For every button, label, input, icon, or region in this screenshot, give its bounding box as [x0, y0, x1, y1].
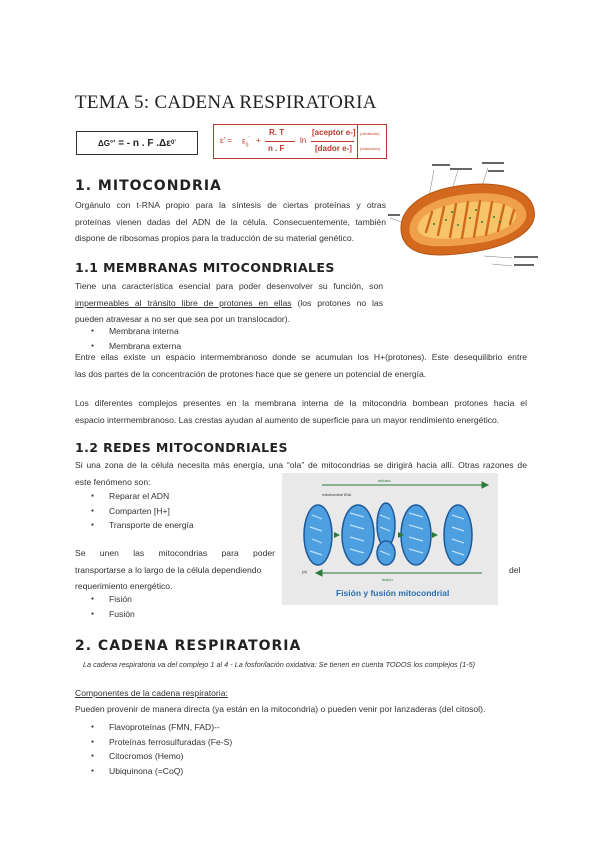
para-2-line-1: Entre ellas existe un espacio intermembranoso donde se acumulan los H+(protones). Este desequilibrio entre [75, 352, 527, 362]
nernst-acceptor: [aceptor e-] [312, 128, 356, 137]
list-item: ● Transporte de energía [75, 518, 194, 533]
gibbs-rhs: = - n . F .Δε [118, 137, 171, 149]
section-1-body [75, 197, 386, 247]
list-item: ● Comparten [H+] [75, 504, 194, 519]
para-3-line-1: Los diferentes complejos presentes en la membrana interna de la mitocondria bombean protones hacia el [75, 398, 527, 408]
nernst-eps0: $\varepsilon_0^’$ [242, 136, 250, 149]
section-1-line-2: proteínas vienen dadas del ADN de la célula. Consecuentemente, también [75, 216, 386, 227]
list-item: ● Ubiquinona (=CoQ) [75, 764, 232, 779]
mtdna-label: mitochondrial DNA [322, 493, 352, 497]
list-item: ● Proteínas ferrosulfuradas (Fe-S) [75, 735, 232, 750]
reasons-list [75, 489, 194, 533]
figure-caption: Fisión y fusión mitocondrial [336, 588, 450, 598]
components-line: Pueden provenir de manera directa (ya están en la mitocondria) o pueden venir por lanzaderas (del citosol). [75, 704, 486, 714]
para-line-2-tail: del [509, 564, 521, 575]
para-line-3: requerimiento energético. [75, 581, 173, 591]
para-line-1: Se unen las mitocondrias para poder [75, 548, 275, 558]
section-1-2-line-2: este fenómeno son: [75, 476, 151, 487]
nernst-denominator: n . F [268, 144, 285, 153]
list-item: ● Flavoproteínas (FMN, FAD)-- [75, 720, 232, 735]
bottom-arrow-label: fusión [382, 577, 393, 582]
list-item: ● Fusión [75, 607, 135, 622]
list-item: ● Membrana interna [75, 324, 181, 339]
components-title: Componentes de la cadena respiratoria: [75, 688, 228, 698]
section-1-1-intro [75, 278, 383, 328]
section-1-1-line-2: impermeables al tránsito libre de protones en ellas (los protones no las [75, 297, 384, 308]
nernst-lhs: ε’ = [220, 136, 232, 145]
section-1-1-para-3 [75, 395, 527, 428]
nernst-donor: [dador e-] [315, 144, 352, 153]
panel-a-label: (a) [302, 569, 307, 574]
list-item: ● Fisión [75, 592, 135, 607]
top-arrow-label: mitosis [378, 478, 391, 483]
underlined-phrase: impermeables al tránsito libre de protones en ellas [75, 297, 292, 308]
nernst-formula [213, 124, 387, 159]
fission-fusion-list [75, 592, 135, 621]
gibbs-delta-g: ΔG°’ [98, 138, 116, 148]
nernst-ratio-line [311, 141, 354, 142]
section-1-heading: 1. MITOCONDRIA [75, 178, 222, 194]
section-1-line-1: Orgánulo con t-RNA propio para la síntesis de ciertas proteínas y otras [75, 200, 386, 210]
section-2-heading: 2. CADENA RESPIRATORIA [75, 638, 302, 654]
list-item: ● Reparar el ADN [75, 489, 194, 504]
gibbs-formula [76, 131, 198, 155]
section-1-2-line-1: Si una zona de la célula necesita más energía, una “ola” de mitocondrias se dirigirá hacia allí. Otras razones de [75, 460, 527, 470]
list-item: ● Membrana externa [75, 339, 181, 354]
section-1-2-para [75, 545, 527, 595]
section-1-1-para-2 [75, 349, 527, 382]
section-1-2-heading: 1.2 REDES MITOCONDRIALES [75, 440, 288, 455]
nernst-plus: + [256, 136, 261, 145]
nernst-divider [357, 125, 358, 158]
gibbs-sub: 0 [170, 140, 175, 146]
para-line-2: transportarse a lo largo de la célula dependiendo del [75, 562, 527, 579]
page-title: TEMA 5: CADENA RESPIRATORIA [75, 92, 377, 113]
nernst-numerator: R. T [269, 128, 285, 137]
section-1-1-heading: 1.1 MEMBRANAS MITOCONDRIALES [75, 260, 335, 275]
section-2-note: La cadena respiratoria va del complejo 1 al 4 - La fosforilación oxidativa: Se tienen en cuenta TODOS los complejos (1-5) [83, 660, 476, 669]
list-item: ● Citocromos (Hemo) [75, 749, 232, 764]
gibbs-sup: ’ [174, 140, 176, 146]
nernst-red-label: (reducción) [360, 146, 381, 151]
section-1-1-line-3: pueden atravesar a no ser que sea por un translocador). [75, 314, 290, 324]
nernst-ln: ln [300, 136, 307, 145]
section-1-line-3: dispone de ribosomas propios para la traducción de su material genético. [75, 233, 354, 243]
section-1-1-line-1: Tiene una característica esencial para poder desenvolver su función, son [75, 281, 383, 291]
para-2-line-2: las dos partes de la concentración de protones hace que se genere un potencial de energía. [75, 368, 427, 379]
mitochondrion-illustration [388, 162, 540, 274]
para-3-line-2: espacio intermembranoso. Las crestas ayudan al aumento de superficie para un mayor rendimiento energético. [75, 414, 500, 425]
nernst-fraction-line [265, 141, 295, 142]
components-list [75, 720, 232, 778]
nernst-ox-label: (oxidación) [360, 131, 380, 136]
